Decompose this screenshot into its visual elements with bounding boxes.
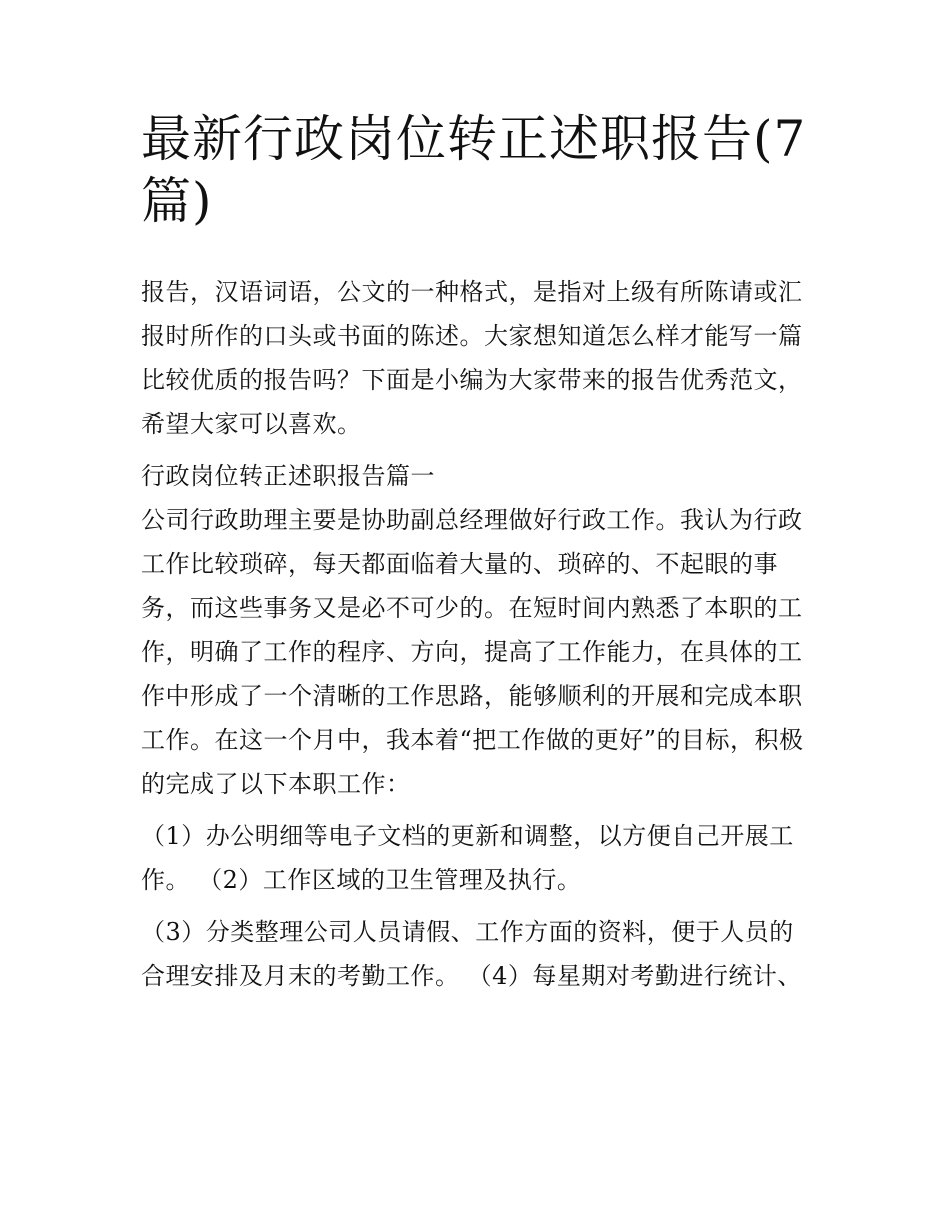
body-paragraph-3: （3）分类整理公司人员请假、工作方面的资料，便于人员的合理安排及月末的考勤工作。 （4）每星期对考勤进行统计、 (141, 918, 802, 990)
document-page (141, 108, 811, 998)
body-paragraph-1: 公司行政助理主要是协助副总经理做好行政工作。我认为行政工作比较琐碎，每天都面临着大量的、琐碎的、不起眼的事务，而这些事务又是必不可少的。在短时间内熟悉了本职的工作，明确了工作的程序、方向，提高了工作能力，在具体的工作中形成了一个清晰的工作思路，能够顺利的开展和完成本职工作。在这一个月中，我本着“把工作做的更好”的目标，积极的完成了以下本职工作： (141, 506, 804, 798)
intro-paragraph: 报告，汉语词语，公文的一种格式，是指对上级有所陈请或汇报时所作的口头或书面的陈述。大家想知道怎么样才能写一篇比较优质的报告吗？下面是小编为大家带来的报告优秀范文，希望大家可以喜欢。 (141, 278, 803, 438)
section-heading: 行政岗位转正述职报告篇一 (141, 462, 435, 490)
document-title: 最新行政岗位转正述职报告(7篇) (141, 110, 807, 230)
body-paragraph-2: （1）办公明细等电子文档的更新和调整，以方便自己开展工作。 （2）工作区域的卫生管理及执行。 (141, 822, 794, 894)
